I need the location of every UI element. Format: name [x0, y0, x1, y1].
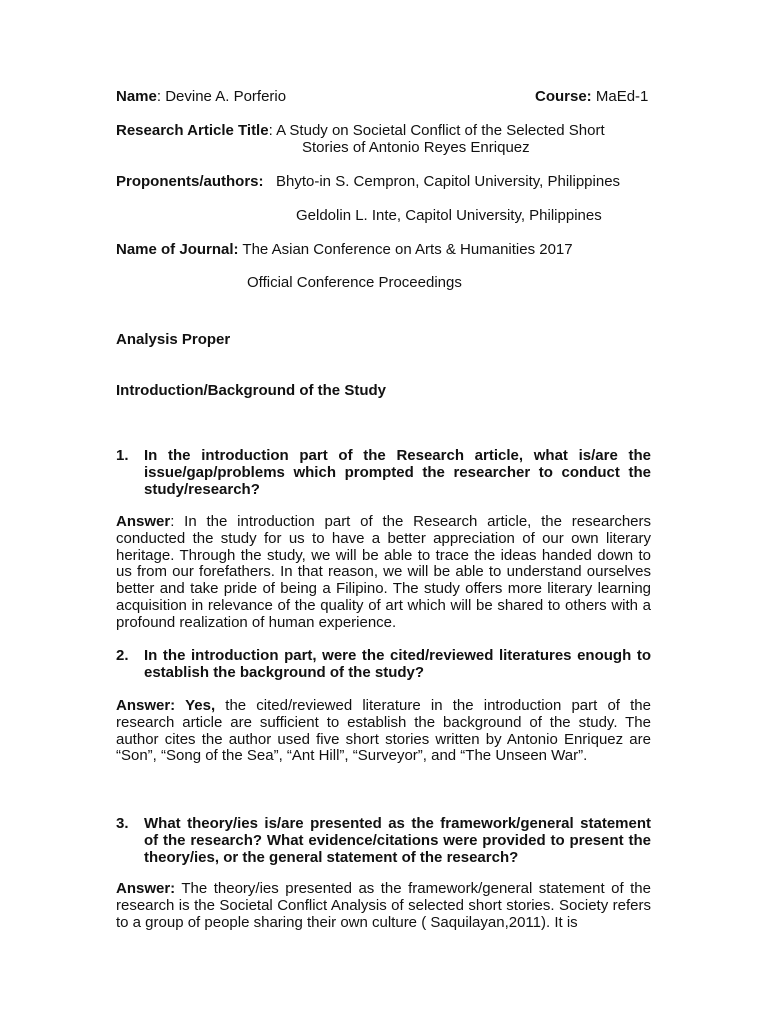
authors-label: Proponents/authors:	[116, 173, 264, 190]
author-1: Bhyto-in S. Cempron, Capitol University, Philippines	[276, 173, 621, 190]
answer-1	[116, 514, 651, 632]
author-2: Geldolin L. Inte, Capitol University, Philippines	[296, 207, 602, 224]
answer-2-label: Answer: Yes,	[116, 697, 216, 714]
question-2-number: 2.	[116, 647, 129, 664]
title-label: Research Article Title	[116, 122, 269, 139]
course-line	[535, 88, 648, 105]
title-value-line1: : A Study on Societal Conflict of the Selected Short	[268, 122, 605, 139]
question-3-text: What theory/ies is/are presented as the framework/general statement of the research? What evidence/citations were provided to present the theory/ies, or the general statement of the research?	[144, 815, 651, 866]
answer-1-text: : In the introduction part of the Research article, the researchers conducted the study for us to have a better appreciation of our own literary heritage. Through the study, we will be able to trace the ideas handed down to us from our forefathers. In that reason, we will be able to understand ourselves better and take pride of being a Filipino. The study offers more literary learning acquisition in relevance of the quality of art which will be shared to others with a profound realization of human experience.	[116, 513, 651, 631]
title-value-line2: Stories of Antonio Reyes Enriquez	[302, 139, 530, 156]
answer-2	[116, 698, 651, 765]
answer-1-label: Answer	[116, 513, 171, 530]
journal-line	[116, 241, 573, 258]
answer-3	[116, 881, 651, 931]
name-line	[116, 88, 286, 105]
journal-line1: The Asian Conference on Arts & Humanities 2017	[238, 241, 573, 258]
answer-3-label: Answer:	[116, 880, 176, 897]
question-1-number: 1.	[116, 447, 129, 464]
course-value: MaEd-1	[591, 88, 649, 105]
analysis-heading: Analysis Proper	[116, 331, 231, 348]
answer-3-text: The theory/ies presented as the framework/general statement of the research is the Societal Conflict Analysis of selected short stories. Society refers to a group of people sharing their own culture ( Saquilayan,2011). It is	[116, 880, 651, 931]
intro-heading: Introduction/Background of the Study	[116, 382, 386, 399]
title-line	[116, 122, 605, 139]
answer-2-text: the cited/reviewed literature in the introduction part of the research article are sufficient to establish the background of the study. The author cites the author used five short stories written by Antonio Enriquez are “Son”, “Song of the Sea”, “Ant Hill”, “Surveyor”, and “The Unseen War”.	[116, 697, 651, 765]
name-label: Name	[116, 88, 157, 105]
name-value: : Devine A. Porferio	[156, 88, 287, 105]
question-2-text: In the introduction part, were the cited/reviewed literatures enough to establish the background of the study?	[144, 647, 651, 681]
question-3-number: 3.	[116, 815, 129, 832]
authors-line	[116, 173, 264, 190]
question-1-text: In the introduction part of the Research article, what is/are the issue/gap/problems which prompted the researcher to conduct the study/research?	[144, 447, 651, 498]
course-label: Course:	[535, 88, 592, 105]
journal-label: Name of Journal:	[116, 241, 239, 258]
journal-line2: Official Conference Proceedings	[247, 274, 462, 291]
